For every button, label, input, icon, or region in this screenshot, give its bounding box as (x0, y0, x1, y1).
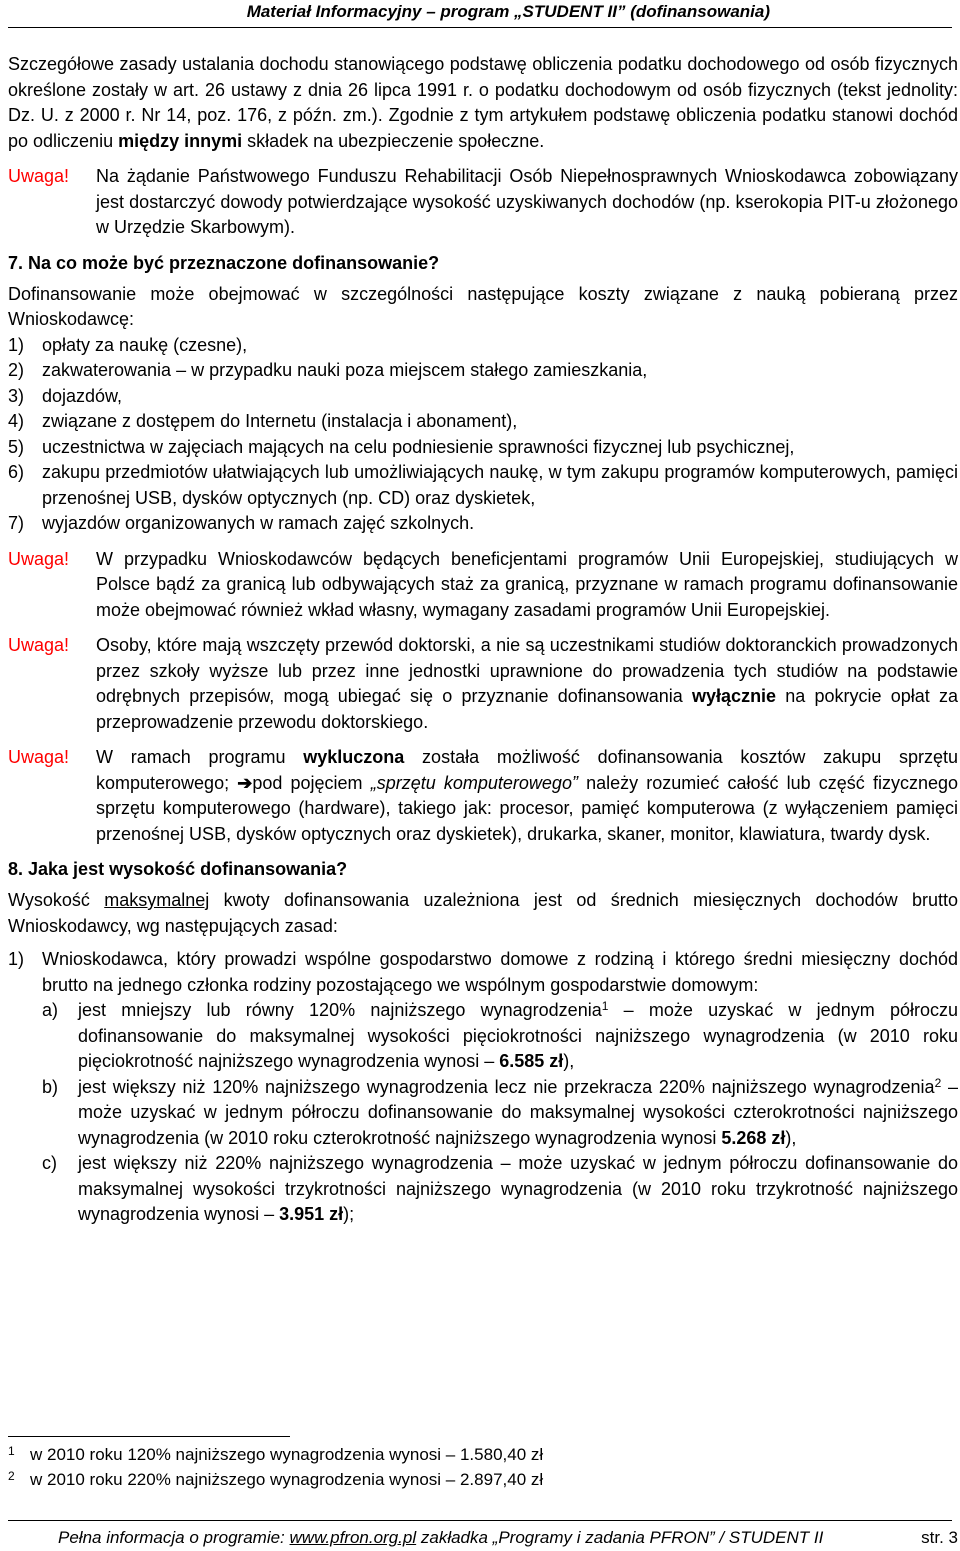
footnote-number: 1 (8, 1444, 15, 1458)
footer-divider (8, 1520, 952, 1521)
note-bold: wykluczona (303, 747, 405, 767)
warning-label: Uwaga! (8, 166, 70, 186)
footnote-ref: 1 (601, 999, 609, 1013)
note-hardware-excluded (8, 745, 958, 847)
intro-text: Szczegółowe zasady ustalania dochodu stanowiącego podstawę obliczenia podatku dochodowego od osób fizycznych określone zostały w art. 26 ustawy z dnia 26 lipca 1991 r. o podatku dochodowym od osób fizycznych (tekst jednolity: Dz. U. z 2000 r. Nr 14, poz. 176, z późn. zm.). Zgodnie z tym artykułem podstawę obliczenia podatku stanowi dochód po odliczeniu (8, 54, 958, 151)
section-7-list (8, 333, 958, 537)
note-bold: wyłącznie (692, 686, 777, 706)
list-text: związane z dostępem do Internetu (instalacja i abonament), (42, 411, 518, 431)
list-letter: b) (42, 1076, 59, 1097)
list-item (8, 409, 958, 435)
footer-link[interactable]: www.pfron.org.pl (289, 1528, 417, 1547)
list-text: zakwaterowania – w przypadku nauki poza miejscem stałego zamieszkania, (42, 360, 648, 380)
footnote-text: w 2010 roku 220% najniższego wynagrodzenia wynosi – 2.897,40 zł (30, 1470, 544, 1489)
lead-underlined: maksymalnej (104, 890, 210, 910)
list-number: 4) (8, 411, 25, 431)
list-item (8, 460, 958, 511)
footnotes (8, 1442, 908, 1492)
amount: 3.951 zł (279, 1204, 344, 1224)
text-part: – może uzyskać w jednym półroczu dofinansowanie do maksymalnej wysokości czterokrotności najniższego wynagrodzenia (w 2010 roku czterokrotność najniższego wynagrodzenia wynosi (78, 1076, 958, 1148)
list-number: 7) (8, 513, 25, 533)
text-part: jest mniejszy lub równy 120% najniższego wynagrodzenia (78, 1000, 602, 1020)
warning-label: Uwaga! (8, 548, 70, 569)
note-text: W przypadku Wnioskodawców będących beneficjentami programów Unii Europejskiej, studiujących w Polsce bądź za granicą lub odbywających staż za granicą, przyznane w ramach programu dofinansowanie może obejmować również wkład własny, wymagany zasadami programów Unii Europejskiej. (96, 548, 958, 620)
list-text: Wnioskodawca, który prowadzi wspólne gospodarstwo domowe z rodziną i którego średni miesięczny dochód brutto na jednego członka rodziny pozostającego we wspólnym gospodarstwie domowym: (42, 949, 958, 995)
section-8-heading: 8. Jaka jest wysokość dofinansowania? (8, 859, 348, 879)
section-8-lead (8, 888, 958, 939)
page-footer (58, 1527, 958, 1549)
note-text: Na żądanie Państwowego Funduszu Rehabilitacji Osób Niepełnosprawnych Wnioskodawca zobowiązany jest dostarczyć dowody potwierdzające wysokość uzyskiwanych dochodów (np. kserokopia PIT-u złożonego w Urzędzie Skarbowym). (96, 166, 958, 237)
footnote (8, 1467, 908, 1492)
note-text-part: W ramach programu (96, 747, 304, 767)
note-text (96, 633, 958, 735)
intro-bold: między innymi (118, 130, 243, 151)
list-number: 1) (8, 334, 25, 355)
warning-label: Uwaga! (8, 635, 70, 655)
section-7-heading: 7. Na co może być przeznaczone dofinansowanie? (8, 252, 440, 273)
list-item (8, 435, 958, 461)
footnote-text: w 2010 roku 120% najniższego wynagrodzenia wynosi – 1.580,40 zł (30, 1445, 544, 1464)
header-divider (8, 27, 952, 28)
note-text-part: na pokrycie opłat za przeprowadzenie przewodu doktorskiego. (96, 686, 959, 732)
list-text: wyjazdów organizowanych w ramach zajęć szkolnych. (42, 513, 475, 533)
list-text: dojazdów, (42, 385, 123, 406)
amount: 6.585 zł (499, 1051, 564, 1071)
document-body (8, 52, 958, 1228)
page-header: Materiał Informacyjny – program „STUDENT II” (dofinansowania) (246, 2, 770, 21)
intro-paragraph (8, 52, 958, 154)
list-item (8, 358, 958, 384)
section-8-item-a (8, 998, 958, 1075)
warning-label: Uwaga! (8, 747, 70, 767)
list-letter: a) (42, 1000, 59, 1020)
footnote-number: 2 (8, 1469, 15, 1483)
text-part: ), (785, 1127, 797, 1148)
note-italic: „sprzętu komputerowego” (370, 772, 578, 793)
note-text-part: należy rozumieć całość lub część fizycznego sprzętu komputerowego (hardware), takiego jak: procesor, pamięć komputerowa (z wyłączeniem pamięci przenośnej USB, dysków optycznych oraz dyskietek), drukarka, skaner, monitor, klawiatura, twardy dysk. (96, 772, 959, 844)
section-8-item-c (8, 1151, 958, 1228)
lead-text: Wysokość (8, 890, 105, 910)
note-text-part: Osoby, które mają wszczęty przewód doktorski, a nie są uczestnikami studiów doktoranckich prowadzonych przez szkoły wyższe lub przez inne jednostki uprawnione do prowadzenia tych studiów na podstawie odrębnych przepisów, mogą ubiegać się o przyznanie dofinansowania (96, 635, 958, 706)
note-text (96, 745, 958, 847)
list-text (78, 998, 958, 1075)
note-doctoral (8, 633, 958, 735)
footnote (8, 1442, 908, 1467)
intro-text-end: składek na ubezpieczenie społeczne. (242, 130, 545, 151)
list-number: 3) (8, 385, 25, 406)
list-item (8, 384, 958, 410)
text-part: – może uzyskać w jednym półroczu dofinansowanie do maksymalnej wysokości pięciokrotności najniższego wynagrodzenia (w 2010 roku pięciokrotność najniższego wynagrodzenia wynosi – (78, 1000, 958, 1071)
list-letter: c) (42, 1153, 57, 1173)
section-8-item-b (8, 1075, 958, 1152)
list-number: 2) (8, 360, 25, 380)
text-part: jest większy niż 220% najniższego wynagrodzenia – może uzyskać w jednym półroczu dofinansowanie do maksymalnej wysokości trzykrotności najniższego wynagrodzenia (w 2010 roku trzykrotność najniższego wynagrodzenia wynosi – (78, 1153, 958, 1224)
list-text (78, 1075, 958, 1152)
note-text-part: została możliwość dofinansowania kosztów zakupu sprzętu komputerowego; (96, 747, 958, 793)
note-income-proof (8, 164, 958, 241)
note-eu-programs (8, 547, 958, 624)
note-text-part: pod pojęciem (252, 772, 371, 793)
list-item (8, 511, 958, 537)
text-part: ), (563, 1051, 575, 1071)
footnote-ref: 2 (934, 1075, 942, 1090)
text-part: jest większy niż 120% najniższego wynagrodzenia lecz nie przekracza 220% najniższego wynagrodzenia (78, 1076, 935, 1097)
section-8-item-1 (8, 947, 958, 998)
list-number: 6) (8, 462, 25, 482)
list-text (78, 1151, 958, 1228)
page-number: str. 3 (921, 1528, 958, 1547)
footer-text: Pełna informacja o programie: (58, 1528, 290, 1547)
list-text: zakupu przedmiotów ułatwiających lub umożliwiających naukę, w tym zakupu programów komputerowych, pamięci przenośnej USB, dysków optycznych (np. CD) oraz dyskietek, (42, 462, 958, 508)
arrow-right-icon: ➔ (237, 772, 253, 793)
list-text: uczestnictwa w zajęciach mających na celu podniesienie sprawności fizycznej lub psychicznej, (42, 436, 795, 457)
section-7-lead: Dofinansowanie może obejmować w szczególności następujące koszty związane z nauką pobieraną przez Wnioskodawcę: (8, 283, 958, 329)
amount: 5.268 zł (721, 1127, 786, 1148)
list-number: 5) (8, 436, 25, 457)
list-item (8, 333, 958, 359)
lead-text: kwoty dofinansowania uzależniona jest od średnich miesięcznych dochodów brutto Wnioskodawcy, wg następujących zasad: (8, 890, 958, 936)
text-part: ); (343, 1204, 355, 1224)
footer-text: zakładka „Programy i zadania PFRON” / STUDENT II (416, 1528, 824, 1547)
list-number: 1) (8, 949, 25, 969)
list-text: opłaty za naukę (czesne), (42, 334, 248, 355)
footnote-divider (8, 1436, 290, 1437)
